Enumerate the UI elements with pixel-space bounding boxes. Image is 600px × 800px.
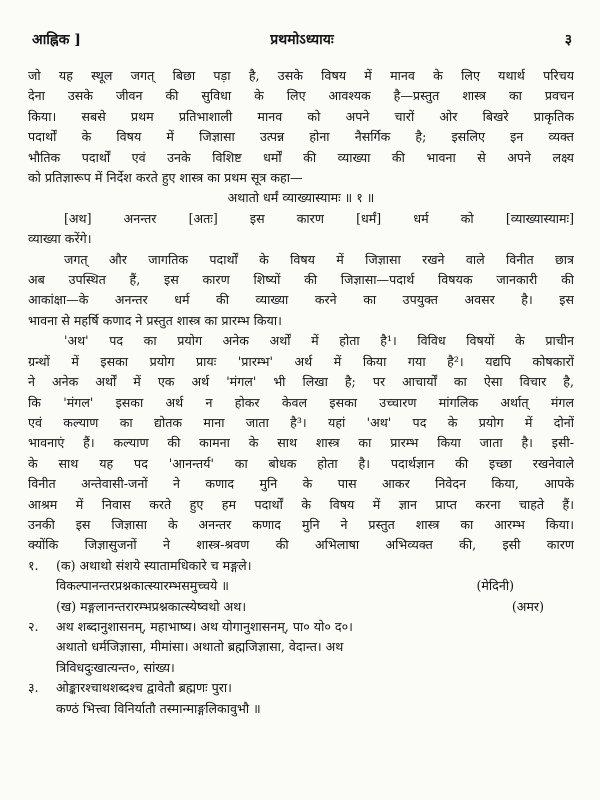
text-line: क्योंकि जिज्ञासुजनों ने शास्त्र-श्रवण की अभिलाषा अभिव्यक्त की, इसी कारण bbox=[28, 537, 574, 553]
text-line: भावनाएं हैं। कल्याण की कामना के साथ शास्त्र का प्रारम्भ किया जाता है। इसी- bbox=[28, 435, 574, 451]
text-line: एवं कल्याण का द्योतक माना जाता है³। यहां 'अथ' पद के प्रयोग में दोनों bbox=[28, 414, 574, 430]
page-header bbox=[32, 30, 572, 52]
footnote-line bbox=[28, 617, 574, 637]
text-line: आश्रम में निवास करते हुए हम पदार्थों के विषय में ज्ञान प्राप्त करना चाहते हैं। bbox=[28, 496, 574, 512]
text-line: अब उपस्थित हैं, इस कारण शिष्यों की जिज्ञासा—पदार्थ विषयक जानकारी की bbox=[28, 272, 574, 288]
text-line: उनकी इस जिज्ञासा के अनन्तर कणाद मुनि ने प्रस्तुत शास्त्र का आरम्भ किया। bbox=[28, 516, 574, 532]
page-body bbox=[28, 66, 574, 719]
footnote-text: (क) अथाथो संशये स्यातामधिकारे च मङ्गले। bbox=[56, 557, 252, 573]
footnote-text: (ख) मङ्गलानन्तरारम्भप्रश्नकात्स्येष्वथो अथ। bbox=[56, 598, 247, 614]
footnote-text: विकल्पानन्तरप्रश्नकात्स्यारम्भसमुच्चये ॥ bbox=[56, 578, 229, 594]
footnote-text: अथ शब्दानुशासनम्, महाभाष्य। अथ योगानुशासनम्, पा० यो० द०। bbox=[56, 618, 353, 634]
text-line: किया। सबसे प्रथम प्रतिभाशाली मानव को अपने चारों ओर बिखरे प्राकृतिक bbox=[28, 108, 574, 124]
footnote-source: (मेदिनी) bbox=[476, 578, 514, 594]
text-line: को प्रतिज्ञारूप में निर्देश करते हुए शास्त्र का प्रथम सूत्र कहा— bbox=[28, 170, 303, 186]
footnote-2 bbox=[28, 617, 574, 678]
footnote-number: १. bbox=[28, 557, 39, 573]
footnote-line: अथातो धर्मजिज्ञासा, मीमांसा। अथातो ब्रह्मजिज्ञासा, वेदान्त। अथ bbox=[56, 639, 344, 655]
text-line: देना उसके जीवन की सुविधा के लिए आवश्यक है—प्रस्तुत शास्त्र का प्रवचन bbox=[28, 88, 574, 104]
text-line: ने अनेक अर्थों में एक अर्थ 'मंगल' भी लिखा है; पर आचार्यों का ऐसा विचार है, bbox=[28, 374, 574, 390]
paragraph-gloss bbox=[28, 209, 574, 250]
text-line: भौतिक पदार्थों एवं उनके विशिष्ट धर्मों की व्याख्या की भावना से अपने लक्ष्य bbox=[28, 149, 574, 165]
footnote-source: (अमर) bbox=[511, 598, 544, 614]
footnote-number: २. bbox=[28, 618, 39, 634]
text-line: के साथ यह पद 'आनन्तर्य' का बोधक होता है। पदार्थज्ञान की इच्छा रखनेवाले bbox=[28, 455, 574, 471]
page-number: ३ bbox=[564, 32, 572, 48]
text-line: व्याख्या करेंगे। bbox=[28, 231, 92, 247]
footnote-text: ओङ्कारश्चाथशब्दश्च द्वावेतौ ब्रह्मणः पुरा। bbox=[56, 680, 232, 696]
text-line: पदार्थों के विषय में जिज्ञासा उत्पन्न होना नैसर्गिक है; इसलिए इन व्यक्त bbox=[28, 129, 574, 145]
text-line: जगत् और जागतिक पदार्थों के विषय में जिज्ञासा रखने वाले विनीत छात्र bbox=[64, 251, 574, 267]
footnotes bbox=[28, 556, 574, 719]
text-line: 'अथ' पद का प्रयोग अनेक अर्थों में होता है¹। विविध विषयों के प्राचीन bbox=[64, 333, 574, 349]
paragraph-intro bbox=[28, 66, 574, 188]
footnote-line bbox=[28, 678, 574, 698]
footnote-number: ३. bbox=[28, 680, 39, 696]
footnote-line bbox=[28, 556, 574, 576]
text-line: ग्रन्थों में इसका प्रयोग प्रायः 'प्रारम्भ' अर्थ में किया गया है²। यद्यपि कोषकारों bbox=[28, 353, 574, 369]
text-line: विनीत अन्तेवासी-जनों ने कणाद मुनि के पास आकर निवेदन किया, आपके bbox=[28, 476, 574, 492]
footnote-3 bbox=[28, 678, 574, 719]
chapter-title: प्रथमोऽध्यायः bbox=[270, 32, 334, 48]
text-line: जो यह स्थूल जगत् बिछा पड़ा है, उसके विषय में मानव के लिए यथार्थ परिचय bbox=[28, 68, 574, 83]
chapter-marker: आह्निक ] bbox=[32, 32, 81, 48]
paragraph-explanation bbox=[28, 250, 574, 332]
text-line: कि 'मंगल' इसका अर्थ न होकर केवल इसका उच्चारण मांगलिक अर्थात् मंगल bbox=[28, 394, 574, 410]
footnote-1 bbox=[28, 556, 574, 617]
sutra-line: अथातो धर्मं व्याख्यास्यामः ॥ १ ॥ bbox=[227, 190, 375, 206]
footnote-line bbox=[28, 597, 574, 617]
footnote-line bbox=[28, 576, 574, 596]
footnote-line: कण्ठं भित्त्वा विनिर्यातौ तस्मान्माङ्गलिकावुभौ ॥ bbox=[56, 700, 261, 716]
paragraph-atha-meaning bbox=[28, 331, 574, 555]
footnote-line: त्रिविधदुःखात्यन्त०, सांख्य। bbox=[56, 659, 175, 675]
text-line: भावना से महर्षि कणाद ने प्रस्तुत शास्त्र का प्रारम्भ किया। bbox=[28, 312, 282, 328]
text-line: [अथ] अनन्तर [अतः] इस कारण [धर्मं] धर्म को [व्याख्यास्यामः] bbox=[64, 210, 574, 226]
text-line: आकांक्षा—के अनन्तर धर्म की व्याख्या करने का उपयुक्त अवसर है। इस bbox=[28, 292, 574, 308]
